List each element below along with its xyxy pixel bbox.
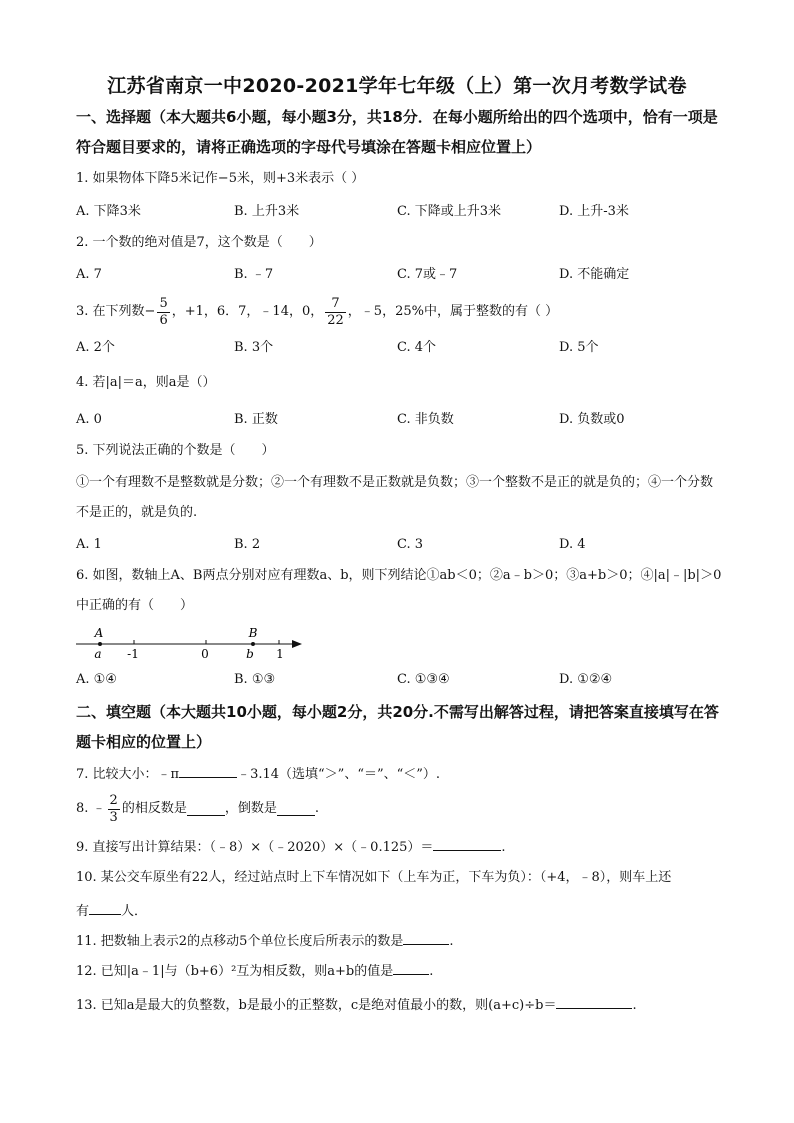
point-a-dot: [98, 642, 102, 646]
q8-text-part4: .: [314, 801, 319, 816]
q4-option-c[interactable]: C. 非负数: [397, 412, 454, 427]
fraction-five-sixths: [157, 296, 169, 329]
q2-option-c[interactable]: C. 7或﹣7: [397, 267, 458, 282]
fraction-numerator: 2: [109, 792, 118, 808]
question-2-stem: 2. 一个数的绝对值是7，这个数是（ ）: [76, 235, 322, 250]
q10-text-part2: 人．: [121, 904, 148, 919]
q5-option-d[interactable]: D. 4: [559, 537, 586, 552]
q9-answer-blank[interactable]: [433, 838, 501, 851]
q13-text-part2: .: [632, 998, 637, 1013]
q7-text-part2: ﹣3.14（选填“＞”、“＝”、“＜”）.: [237, 767, 441, 782]
q7-answer-blank[interactable]: [179, 765, 237, 778]
q1-option-d[interactable]: D. 上升-3米: [559, 204, 629, 219]
q12-text-part2: .: [429, 964, 434, 979]
q13-answer-blank[interactable]: [556, 996, 632, 1009]
fraction-denominator: 22: [327, 312, 344, 328]
q6-option-c[interactable]: C. ①③④: [397, 672, 450, 687]
question-4-stem: 4. 若|a|＝a，则a是（）: [76, 375, 216, 390]
q10-text-part1: 有: [76, 904, 90, 919]
question-3-stem: [76, 294, 558, 330]
q12-text-part1: 12. 已知|a﹣1|与（b+6）²互为相反数，则a+b的值是: [76, 964, 394, 979]
q3-option-c[interactable]: C. 4个: [397, 340, 437, 355]
q2-option-b[interactable]: B. ﹣7: [234, 267, 274, 282]
axis-label-a: a: [94, 647, 102, 661]
question-12: [76, 962, 433, 980]
q12-answer-blank[interactable]: [393, 962, 429, 975]
question-7: [76, 765, 440, 783]
q11-text-part1: 11. 把数轴上表示2的点移动5个单位长度后所表示的数是: [76, 934, 404, 949]
question-5-statements: ①一个有理数不是整数就是分数；②一个有理数不是正数就是负数；③一个整数不是正的就是负的；④一个分数不是正的，就是负的.: [76, 475, 714, 520]
q3-option-d[interactable]: D. 5个: [559, 340, 599, 355]
fraction-numerator: 7: [325, 296, 346, 313]
question-13: [76, 996, 637, 1014]
q1-option-a[interactable]: A. 下降3米: [76, 204, 141, 219]
page-title: 江苏省南京一中2020-2021学年七年级（上）第一次月考数学试卷: [107, 75, 687, 97]
axis-label-b: b: [246, 647, 254, 661]
fraction-numerator: 5: [159, 295, 168, 311]
question-9: [76, 838, 506, 856]
question-10-line2: [76, 902, 147, 920]
q8-text-part2: 的相反数是: [121, 801, 187, 816]
q5-option-b[interactable]: B. 2: [234, 537, 261, 552]
q2-option-a[interactable]: A. 7: [76, 267, 102, 282]
question-8: [76, 790, 319, 828]
q9-text-part2: .: [501, 840, 506, 855]
q13-text-part1: 13. 已知a是最大的负整数，b是最小的正整数，c是绝对值最小的数，则(a+c)÷b＝: [76, 998, 557, 1013]
axis-label-zero: 0: [201, 647, 209, 661]
q3-option-a[interactable]: A. 2个: [76, 340, 115, 355]
fraction-denominator: 6: [159, 312, 168, 328]
question-5-stem: 5. 下列说法正确的个数是（ ）: [76, 443, 275, 458]
q4-option-b[interactable]: B. 正数: [234, 412, 278, 427]
fraction-two-thirds: [108, 793, 120, 826]
q5-option-c[interactable]: C. 3: [397, 537, 424, 552]
q5-option-a[interactable]: A. 1: [76, 537, 102, 552]
question-11: [76, 932, 454, 950]
q8-text-part1: 8. ﹣: [76, 801, 106, 816]
number-line-figure: [70, 624, 310, 664]
fraction-seven-22nds: [325, 296, 346, 329]
q1-option-b[interactable]: B. 上升3米: [234, 204, 300, 219]
point-label-A: A: [94, 626, 104, 640]
q7-text-part1: 7. 比较大小：﹣π: [76, 767, 180, 782]
q11-answer-blank[interactable]: [403, 932, 449, 945]
q6-option-d[interactable]: D. ①②④: [559, 672, 613, 687]
q8-text-part3: ，倒数是: [224, 801, 277, 816]
section-heading-fill-in: 二、填空题（本大题共10小题，每小题2分，共20分.不需写出解答过程，请把答案直接填写在答题卡相应的位置上）: [76, 703, 719, 751]
q3-option-b[interactable]: B. 3个: [234, 340, 274, 355]
q6-option-a[interactable]: A. ①④: [76, 672, 117, 687]
q4-option-a[interactable]: A. 0: [76, 412, 102, 427]
q11-text-part2: .: [449, 934, 454, 949]
q1-option-c[interactable]: C. 下降或上升3米: [397, 204, 502, 219]
question-6-stem: 6. 如图，数轴上A、B两点分别对应有理数a、b，则下列结论①ab＜0；②a﹣b＞0；③a+b＞0；④|a|﹣|b|＞0中正确的有（ ）: [76, 568, 722, 613]
point-label-B: B: [248, 626, 258, 640]
question-1-stem: 1. 如果物体下降5米记作−5米，则+3米表示（ ）: [76, 171, 365, 186]
q3-stem-part1: 3. 在下列数−: [76, 304, 156, 319]
q6-option-b[interactable]: B. ①③: [234, 672, 276, 687]
axis-label-one: 1: [276, 647, 284, 661]
fraction-denominator: 3: [109, 809, 118, 825]
point-b-dot: [251, 642, 255, 646]
q9-text-part1: 9. 直接写出计算结果：（﹣8）×（﹣2020）×（﹣0.125）＝: [76, 840, 434, 855]
q4-option-d[interactable]: D. 负数或0: [559, 412, 625, 427]
question-10-line1: 10. 某公交车原坐有22人，经过站点时上下车情况如下（上车为正，下车为负）：（+4，﹣8），则车上还: [76, 870, 672, 885]
q8-opposite-blank[interactable]: [187, 803, 225, 816]
q10-answer-blank[interactable]: [89, 902, 121, 915]
q8-reciprocal-blank[interactable]: [277, 803, 315, 816]
q3-stem-part3: ，﹣5，25%中，属于整数的有（ ）: [347, 304, 559, 319]
section-heading-choice: 一、选择题（本大题共6小题，每小题3分，共18分．在每小题所给出的四个选项中，恰有一项是符合题目要求的，请将正确选项的字母代号填涂在答题卡相应位置上）: [76, 108, 718, 156]
q2-option-d[interactable]: D. 不能确定: [559, 267, 630, 282]
q3-stem-part2: ，+1，6．7，﹣14，0，: [171, 304, 324, 319]
arrow-right-icon: [292, 640, 302, 648]
axis-label-minus-one: -1: [127, 647, 139, 661]
